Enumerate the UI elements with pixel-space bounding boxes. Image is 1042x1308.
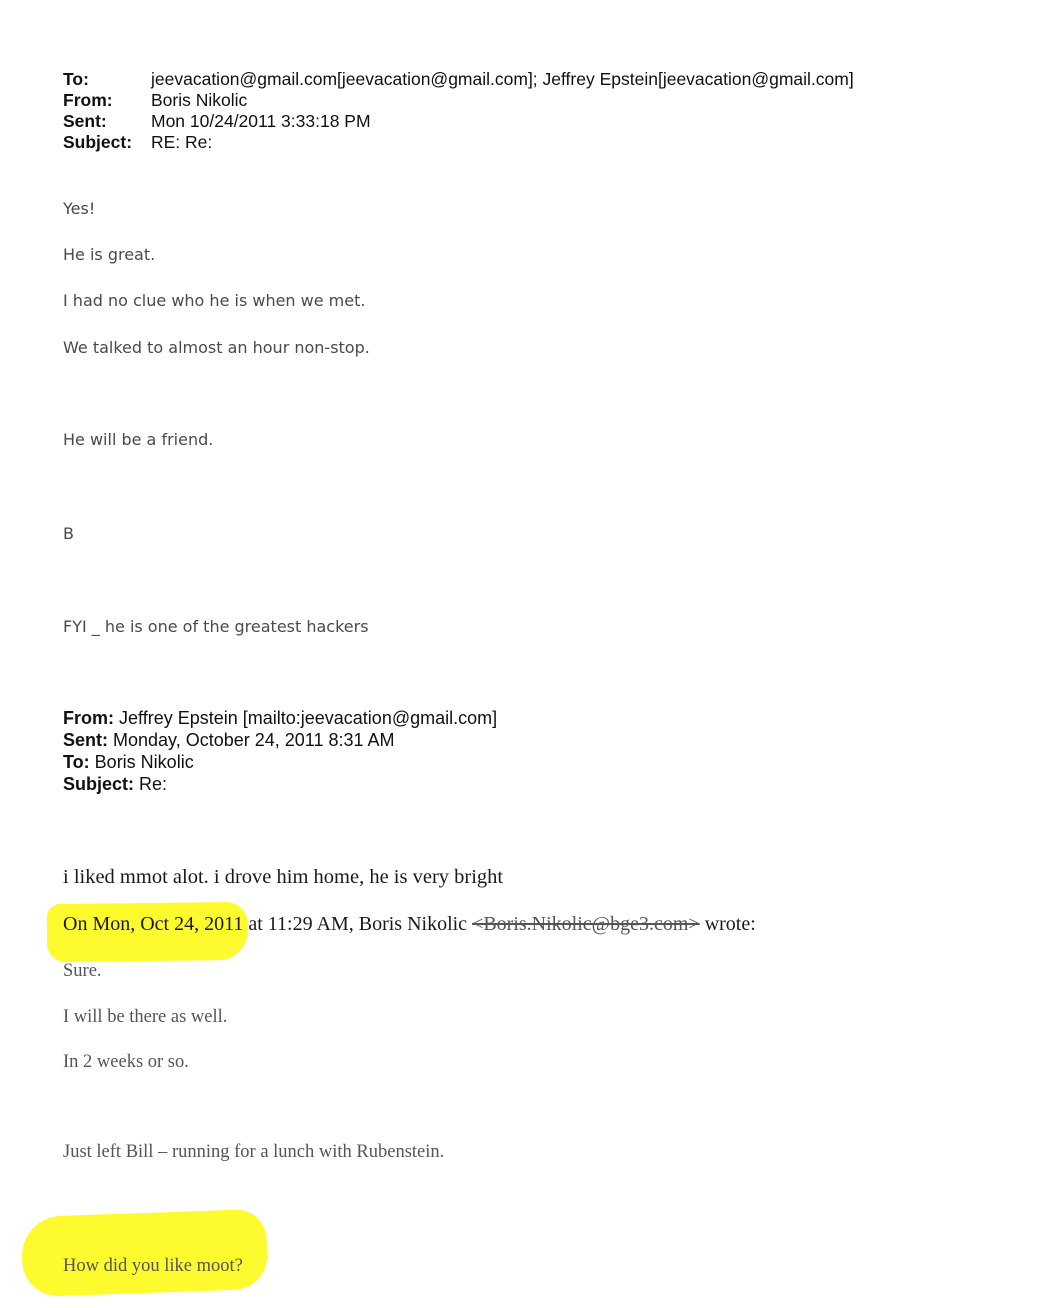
nikolic-line: Just left Bill – running for a lunch with Rubenstein.: [63, 1142, 445, 1162]
header-sent-value: Mon 10/24/2011 3:33:18 PM: [151, 111, 371, 131]
quoted-from-row: [63, 708, 497, 729]
nikolic-line: In 2 weeks or so.: [63, 1052, 189, 1072]
nikolic-line: Sure.: [63, 961, 102, 981]
highlighter-mark-question: [21, 1209, 269, 1298]
quoted-sent-value: Monday, October 24, 2011 8:31 AM: [113, 730, 395, 750]
header-subject-label: Subject:: [63, 132, 133, 152]
header-from-value: Boris Nikolic: [151, 90, 248, 110]
nikolic-question: How did you like moot?: [63, 1256, 243, 1276]
header-subject-value: RE: Re:: [151, 132, 213, 152]
reply-line: He is great.: [63, 245, 156, 264]
header-from-label: From:: [63, 90, 113, 110]
header-to-label: To:: [63, 69, 89, 89]
quoted-subject-row: [63, 774, 167, 795]
header-sent-label: Sent:: [63, 111, 107, 131]
quoted-to-label: To:: [63, 752, 90, 772]
reply-line: I had no clue who he is when we met.: [63, 291, 366, 310]
quoted-from-label: From:: [63, 708, 114, 728]
quoted-to-value: Boris Nikolic: [94, 752, 194, 772]
quote-intro-line: [63, 913, 1042, 936]
quoted-subject-value: Re:: [139, 774, 168, 794]
header-to-value: jeevacation@gmail.com[jeevacation@gmail.com]; Jeffrey Epstein[jeevacation@gmail.com]: [151, 69, 854, 89]
quoted-subject-label: Subject:: [63, 774, 135, 794]
quote-intro-suffix: wrote:: [699, 913, 756, 935]
reply-line: Yes!: [63, 199, 96, 218]
quoted-to-row: [63, 752, 194, 773]
reply-line: We talked to almost an hour non-stop.: [63, 338, 370, 357]
quote-intro-prefix: On Mon, Oct 24, 2011 at 11:29 AM, Boris Nikolic: [63, 913, 473, 935]
struck-email: <Boris.Nikolic@bge3.com>: [472, 913, 700, 935]
reply-line: He will be a friend.: [63, 430, 214, 449]
nikolic-line: I will be there as well.: [63, 1007, 228, 1027]
quoted-from-value: Jeffrey Epstein [mailto:jeevacation@gmail.com]: [119, 708, 498, 728]
quoted-sent-label: Sent:: [63, 730, 108, 750]
reply-signature: B: [63, 524, 74, 543]
reply-line: FYI _ he is one of the greatest hackers: [63, 617, 369, 636]
epstein-message: i liked mmot alot. i drove him home, he is very bright: [63, 866, 504, 888]
quoted-sent-row: [63, 730, 395, 751]
